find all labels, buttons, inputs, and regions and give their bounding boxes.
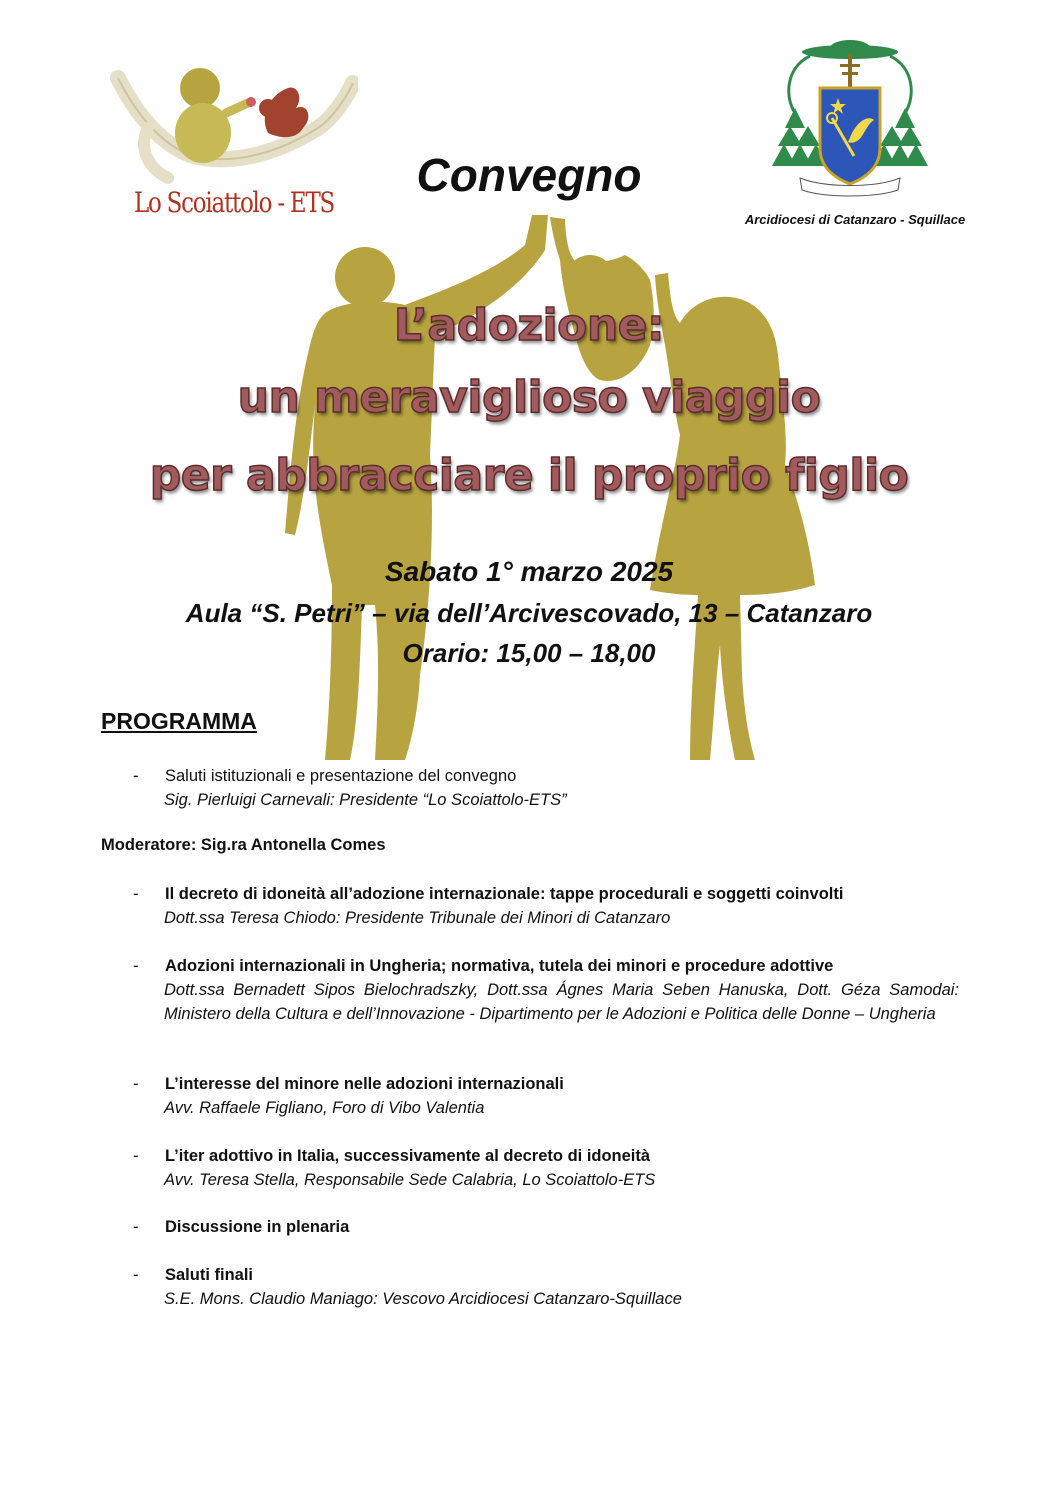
programme-item-title: L’iter adottivo in Italia, successivamente al decreto di idoneità xyxy=(165,1147,651,1165)
programme-item xyxy=(133,1072,963,1120)
event-place: Aula “S. Petri” – via dell’Arcivescovado, 13 – Catanzaro xyxy=(185,598,873,628)
programme-item-title: Adozioni internazionali in Ungheria; normativa, tutela dei minori e procedure adottive xyxy=(165,957,834,975)
programme-item xyxy=(133,1144,963,1192)
programme-item-title: Saluti istituzionali e presentazione del convegno xyxy=(165,767,517,785)
list-dash: - xyxy=(133,1218,139,1236)
page-title: Convegno xyxy=(416,149,642,201)
programme-heading: PROGRAMMA xyxy=(101,708,257,734)
list-dash: - xyxy=(133,767,139,785)
programme-item-speaker: Avv. Teresa Stella, Responsabile Sede Calabria, Lo Scoiattolo-ETS xyxy=(164,1171,656,1189)
programme-item xyxy=(133,954,963,1026)
lo-scoiattolo-logo xyxy=(108,58,358,228)
programme-item-title: L’interesse del minore nelle adozioni internazionali xyxy=(165,1075,564,1093)
diocese-caption: Arcidiocesi di Catanzaro - Squillace xyxy=(744,212,966,227)
programme-item xyxy=(133,1215,963,1239)
event-date: Sabato 1° marzo 2025 xyxy=(384,556,674,587)
programme-item-title: Discussione in plenaria xyxy=(165,1218,350,1236)
headline-line-1: L’adozione: xyxy=(393,300,665,351)
event-time: Orario: 15,00 – 18,00 xyxy=(402,638,656,668)
programme-item xyxy=(133,882,963,930)
programme-item-speaker: Dott.ssa Teresa Chiodo: Presidente Tribunale dei Minori di Catanzaro xyxy=(164,909,671,927)
programme-item-title: Saluti finali xyxy=(165,1266,254,1284)
list-dash: - xyxy=(133,957,139,975)
headline-line-3: per abbracciare il proprio figlio xyxy=(149,450,909,501)
list-dash: - xyxy=(133,885,139,903)
moderator-line: Moderatore: Sig.ra Antonella Comes xyxy=(101,836,386,854)
programme-item xyxy=(133,764,963,812)
programme-item-title: Il decreto di idoneità all’adozione internazionale: tappe procedurali e soggetti coinvolti xyxy=(165,885,844,903)
headline-line-2: un meraviglioso viaggio xyxy=(237,372,821,423)
list-dash: - xyxy=(133,1266,139,1284)
programme-item-speaker: Sig. Pierluigi Carnevali: Presidente “Lo Scoiattolo-ETS” xyxy=(164,791,567,809)
programme-item-speaker: Avv. Raffaele Figliano, Foro di Vibo Valentia xyxy=(164,1099,485,1117)
programme-item xyxy=(133,1263,963,1311)
programme-item-speaker: S.E. Mons. Claudio Maniago: Vescovo Arcidiocesi Catanzaro-Squillace xyxy=(164,1290,682,1308)
scoiattolo-wordmark: Lo Scoiattolo - ETS xyxy=(134,186,335,219)
list-dash: - xyxy=(133,1075,139,1093)
programme-item-speaker: Dott.ssa Bernadett Sipos Bielochradszky, Dott.ssa Ágnes Maria Seben Hanuska, Dott. Géza Samodai: Ministero della Cultura e dell’Innovazione - Dipartimento per le Adozioni e Politica delle Donne – Ungheria xyxy=(164,981,959,1023)
list-dash: - xyxy=(133,1147,139,1165)
